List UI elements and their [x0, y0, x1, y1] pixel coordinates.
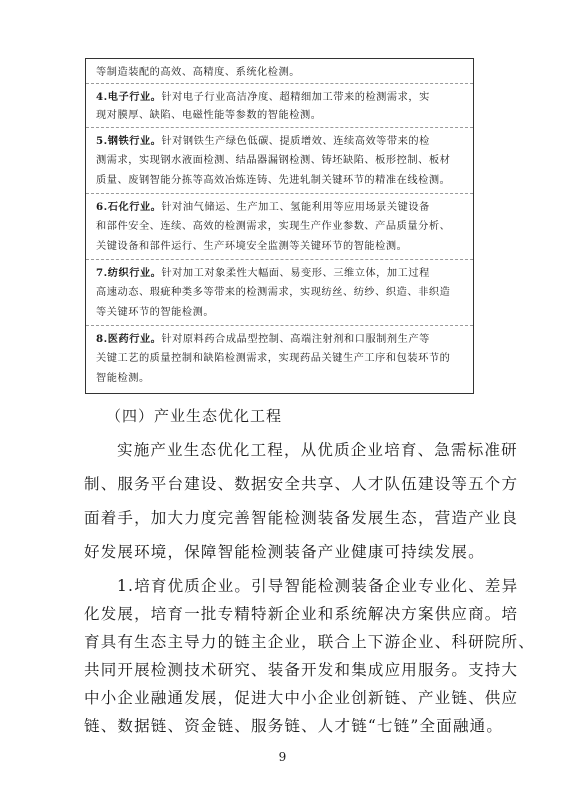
- box-separator: [86, 325, 473, 326]
- industry-item-petrochem-line-2: 和部件安全、连续、高效的检测需求，实现生产作业参数、产品质量分析、: [96, 221, 451, 232]
- industry-item-title: 7.纺织行业。: [96, 267, 162, 279]
- paragraph-2-line-2: 化发展，培育一批专精特新企业和系统解决方案供应商。培: [84, 605, 519, 623]
- industry-item-pharma-line-2: 关键工艺的质量控制和缺陷检测需求，实现药品关键生产工序和包装环节的: [96, 353, 451, 364]
- industry-item-textile-line-1: 7.纺织行业。针对加工对象柔性大幅面、易变形、三维立体，加工过程: [96, 267, 430, 279]
- paragraph-1-line-4: 好发展环境，保障智能检测装备产业健康可持续发展。: [84, 543, 485, 561]
- industry-item-pharma-line-3: 智能检测。: [96, 373, 150, 384]
- paragraph-2-line-3: 育具有生态主导力的链主企业，联合上下游企业、科研院所、: [84, 633, 535, 651]
- industry-item-title: 8.医药行业。: [96, 333, 162, 345]
- paragraph-2-line-4: 共同开展检测技术研究、装备开发和集成应用服务。支持大: [84, 661, 519, 679]
- industry-item-petrochem-line-3: 关键设备和部件运行、生产环境安全监测等关键环节的智能检测。: [96, 241, 408, 252]
- industry-item-electronics-line-2: 现对膜厚、缺陷、电磁性能等参数的智能检测。: [96, 110, 322, 121]
- paragraph-2-line-5: 中小企业融通发展，促进大中小企业创新链、产业链、供应: [84, 689, 519, 707]
- industry-item-pharma-line-1: 8.医药行业。针对原料药合成晶型控制、高端注射剂和口服制剂生产等: [96, 333, 430, 345]
- box-intro-line: 等制造装配的高效、高精度、系统化检测。: [96, 67, 301, 78]
- page-number: 9: [278, 750, 287, 764]
- industry-item-electronics-line-1: 4.电子行业。针对电子行业高洁净度、超精细加工带来的检测需求，实: [96, 91, 430, 103]
- paragraph-2-line-6: 链、数据链、资金链、服务链、人才链“七链”全面融通。: [84, 717, 504, 735]
- industry-list-box: [85, 58, 474, 394]
- industry-item-title: 4.电子行业。: [96, 91, 162, 103]
- box-separator: [86, 83, 473, 84]
- box-separator: [86, 193, 473, 194]
- industry-item-steel-line-1: 5.钢铁行业。针对钢铁生产绿色低碳、提质增效、连续高效等带来的检: [96, 135, 430, 147]
- industry-item-title: 6.石化行业。: [96, 201, 162, 213]
- industry-item-petrochem-line-1: 6.石化行业。针对油气储运、生产加工、氢能利用等应用场景关键设备: [96, 201, 430, 213]
- box-separator: [86, 259, 473, 260]
- box-separator: [86, 127, 473, 128]
- industry-item-steel-line-3: 质量、废钢智能分拣等高效冶炼连铸、先进轧制关键环节的精准在线检测。: [96, 175, 451, 186]
- industry-item-textile-line-2: 高速动态、瑕疵种类多等带来的检测需求，实现纺丝、纺纱、织造、非织造: [96, 287, 451, 298]
- industry-item-steel-line-2: 测需求，实现钢水液面检测、结晶器漏钢检测、铸坯缺陷、板形控制、板材: [96, 155, 451, 166]
- paragraph-2-line-1: 1.培育优质企业。引导智能检测装备企业专业化、差异: [117, 577, 519, 595]
- industry-item-title: 5.钢铁行业。: [96, 135, 162, 147]
- paragraph-1-line-1: 实施产业生态优化工程，从优质企业培育、急需标准研: [117, 441, 518, 459]
- paragraph-1-line-2: 制、服务平台建设、数据安全共享、人才队伍建设等五个方: [84, 475, 519, 493]
- industry-item-textile-line-3: 等关键环节的智能检测。: [96, 307, 215, 318]
- section-heading: （四）产业生态优化工程: [106, 407, 283, 425]
- paragraph-1-line-3: 面着手，加大力度完善智能检测装备发展生态，营造产业良: [84, 509, 519, 527]
